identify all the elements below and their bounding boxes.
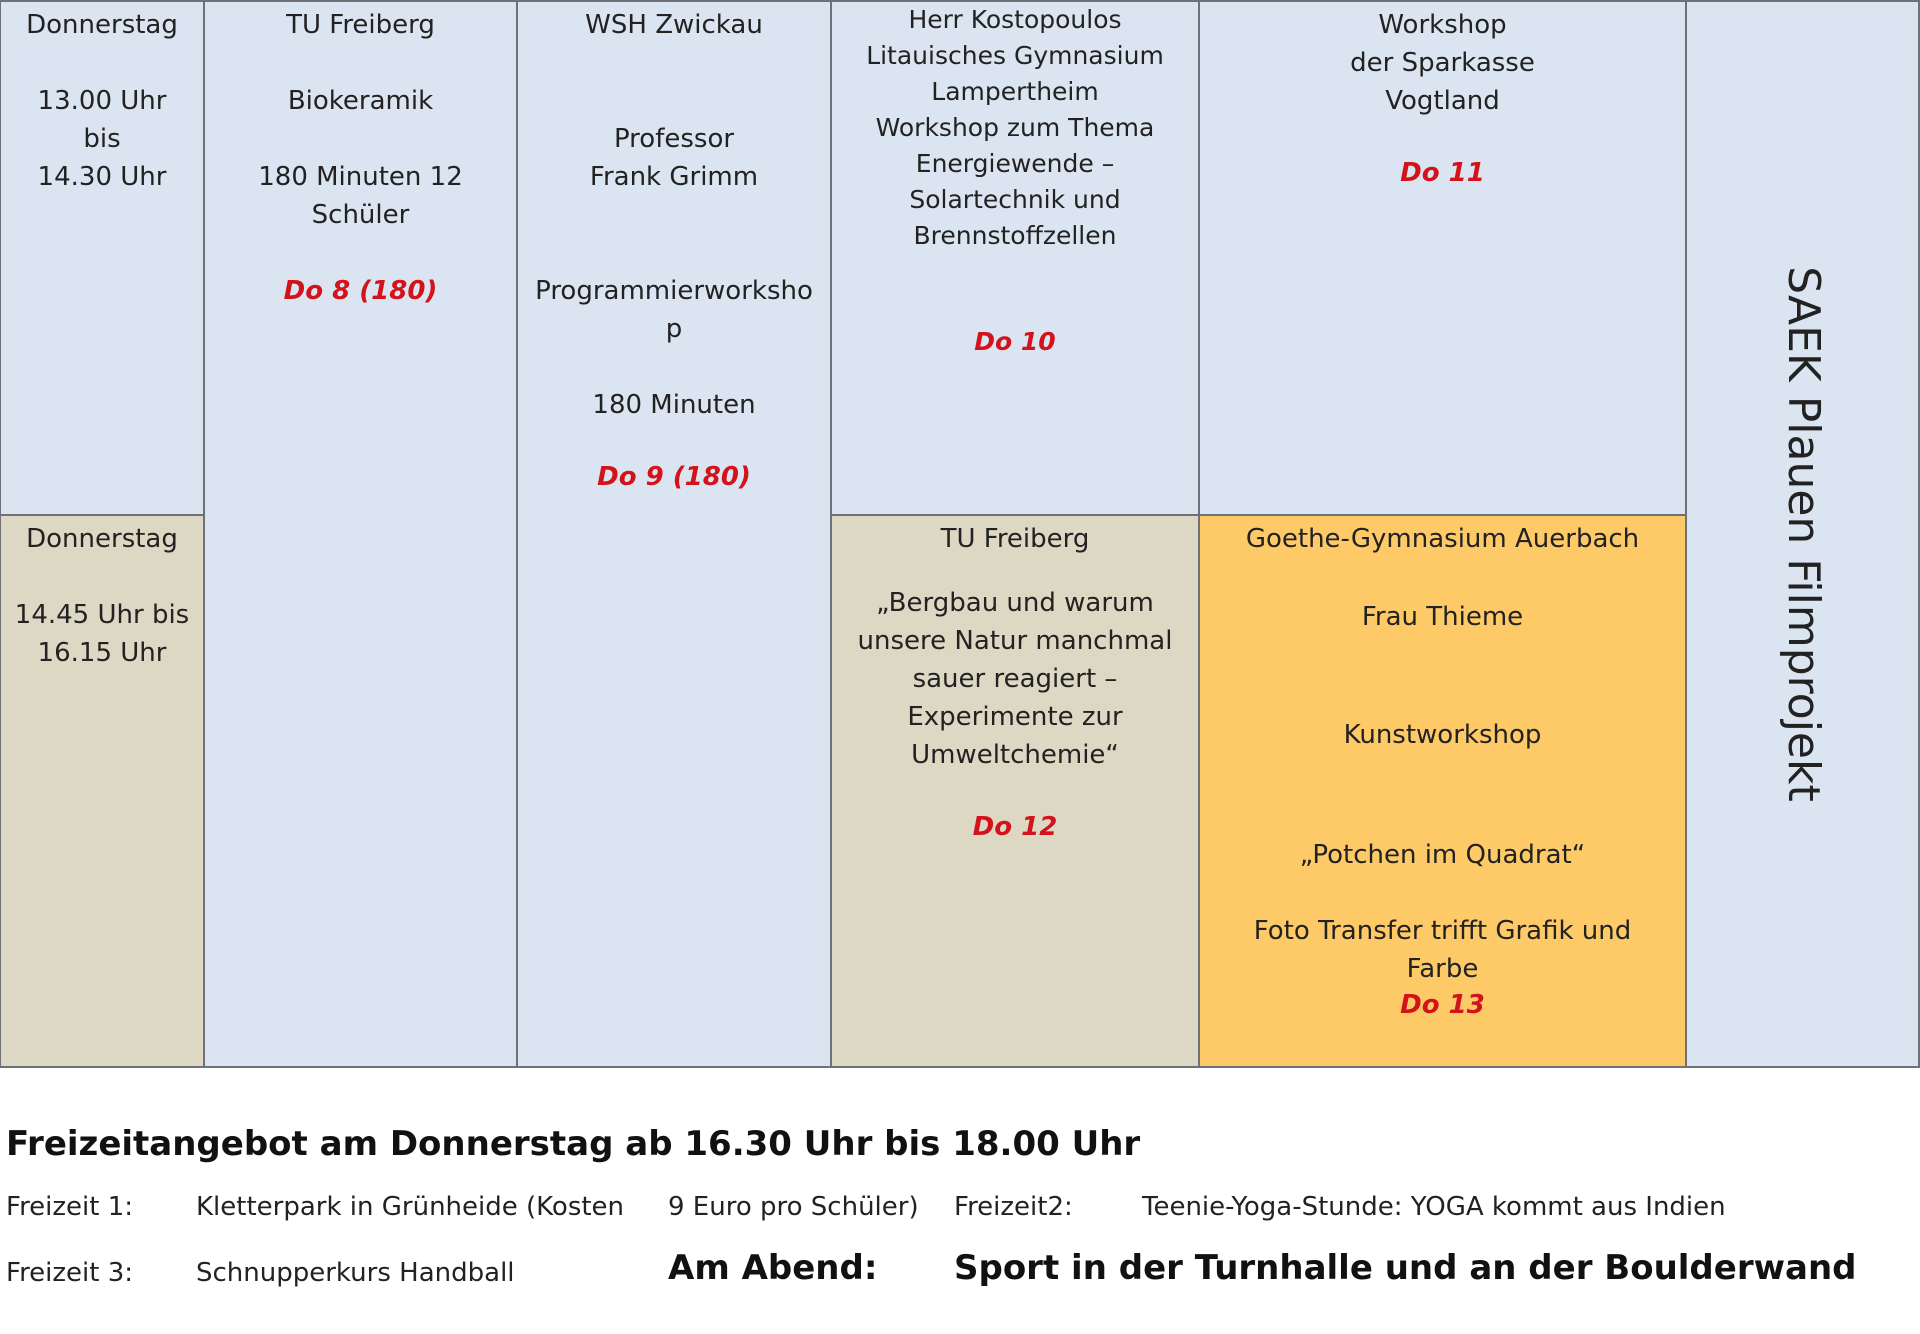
freizeit-2-text: Teenie-Yoga-Stunde: YOGA kommt aus Indien (1142, 1192, 1726, 1222)
workshop-kostopoulos-line: Herr Kostopoulos (908, 5, 1122, 34)
workshop-kostopoulos-line: Workshop zum Thema (875, 113, 1155, 142)
freizeit-2-label: Freizeit2: (954, 1192, 1073, 1222)
workshop-goethe (1200, 516, 1687, 1068)
workshop-goethe-code: Do 13 (1400, 990, 1485, 1020)
workshop-goethe-subtitle: „Potchen im Quadrat“ (1299, 840, 1586, 870)
workshop-sparkasse-code: Do 11 (1400, 158, 1485, 188)
workshop-sparkasse-line: Vogtland (1385, 86, 1500, 116)
freizeit-1-cost: 9 Euro pro Schüler) (668, 1192, 919, 1222)
time-slot-1-start: 13.00 Uhr (37, 86, 167, 116)
workshop-tu-freiberg-2 (832, 516, 1200, 1068)
time-slot-2 (0, 516, 205, 1068)
workshop-sparkasse-line: Workshop (1378, 10, 1507, 40)
evening-text: Sport in der Turnhalle und an der Boulderwand (954, 1248, 1857, 1288)
freizeit-3-label: Freizeit 3: (6, 1258, 134, 1288)
workshop-wsh-professor-name: Frank Grimm (589, 162, 759, 192)
time-slot-2-start: 14.45 Uhr bis (14, 600, 190, 630)
evening-label: Am Abend: (668, 1248, 878, 1288)
workshop-tu-freiberg-topic: Biokeramik (287, 86, 434, 116)
workshop-goethe-title: Goethe-Gymnasium Auerbach (1245, 524, 1640, 554)
workshop-wsh-professor-label: Professor (613, 124, 735, 154)
workshop-tu-freiberg-duration: 180 Minuten 12 (258, 162, 463, 192)
workshop-kostopoulos-line: Litauisches Gymnasium (866, 41, 1164, 70)
workshop-sparkasse-line: der Sparkasse (1350, 48, 1535, 78)
workshop-goethe-line: Farbe (1406, 954, 1479, 984)
workshop-tu-freiberg-2-line: sauer reagiert – (912, 664, 1118, 694)
freizeit-section (0, 1068, 1920, 1334)
workshop-tu-freiberg-code: Do 8 (180) (283, 276, 438, 306)
time-slot-1-day: Donnerstag (26, 10, 178, 40)
workshop-kostopoulos-line: Energiewende – (915, 149, 1115, 178)
time-slot-1 (0, 0, 205, 516)
workshop-tu-freiberg-2-line: Umweltchemie“ (911, 740, 1119, 770)
workshop-tu-freiberg-2-code: Do 12 (972, 812, 1058, 842)
workshop-wsh-code: Do 9 (180) (597, 462, 751, 492)
workshop-wsh-zwickau (518, 0, 832, 1068)
workshop-goethe-line: Foto Transfer trifft Grafik und (1253, 916, 1632, 946)
workshop-tu-freiberg (205, 0, 518, 1068)
time-slot-2-end: 16.15 Uhr (37, 638, 167, 668)
time-slot-2-day: Donnerstag (26, 524, 178, 554)
workshop-kostopoulos-line: Lampertheim (931, 77, 1099, 106)
time-slot-1-end: 14.30 Uhr (37, 162, 167, 192)
freizeit-3-text: Schnupperkurs Handball (196, 1258, 515, 1288)
workshop-wsh-duration: 180 Minuten (592, 390, 756, 420)
freizeit-1-label: Freizeit 1: (6, 1192, 134, 1222)
saek-label: SAEK Plauen Filmprojekt (1777, 266, 1829, 802)
workshop-tu-freiberg-participants: Schüler (311, 200, 410, 230)
workshop-kostopoulos-code: Do 10 (974, 327, 1056, 356)
freizeit-heading: Freizeitangebot am Donnerstag ab 16.30 Uhr bis 18.00 Uhr (6, 1124, 1141, 1164)
saek-column (1687, 0, 1920, 1068)
workshop-sparkasse (1200, 0, 1687, 516)
freizeit-1-text: Kletterpark in Grünheide (Kosten (196, 1192, 625, 1222)
workshop-tu-freiberg-2-line: unsere Natur manchmal (857, 626, 1173, 656)
time-slot-1-bis: bis (83, 124, 121, 154)
workshop-kostopoulos-line: Brennstoffzellen (913, 221, 1117, 250)
workshop-kostopoulos (832, 0, 1200, 516)
workshop-wsh-topic-1: Programmierworksho (535, 276, 813, 306)
workshop-wsh-title: WSH Zwickau (585, 10, 763, 40)
workshop-goethe-topic: Kunstworkshop (1343, 720, 1542, 750)
workshop-goethe-teacher: Frau Thieme (1361, 602, 1524, 632)
workshop-tu-freiberg-title: TU Freiberg (286, 10, 435, 40)
workshop-tu-freiberg-2-line: „Bergbau und warum (876, 588, 1154, 618)
workshop-tu-freiberg-2-title: TU Freiberg (940, 524, 1090, 554)
workshop-tu-freiberg-2-line: Experimente zur (907, 702, 1123, 732)
workshop-kostopoulos-line: Solartechnik und (909, 185, 1121, 214)
workshop-wsh-topic-2: p (665, 314, 683, 344)
